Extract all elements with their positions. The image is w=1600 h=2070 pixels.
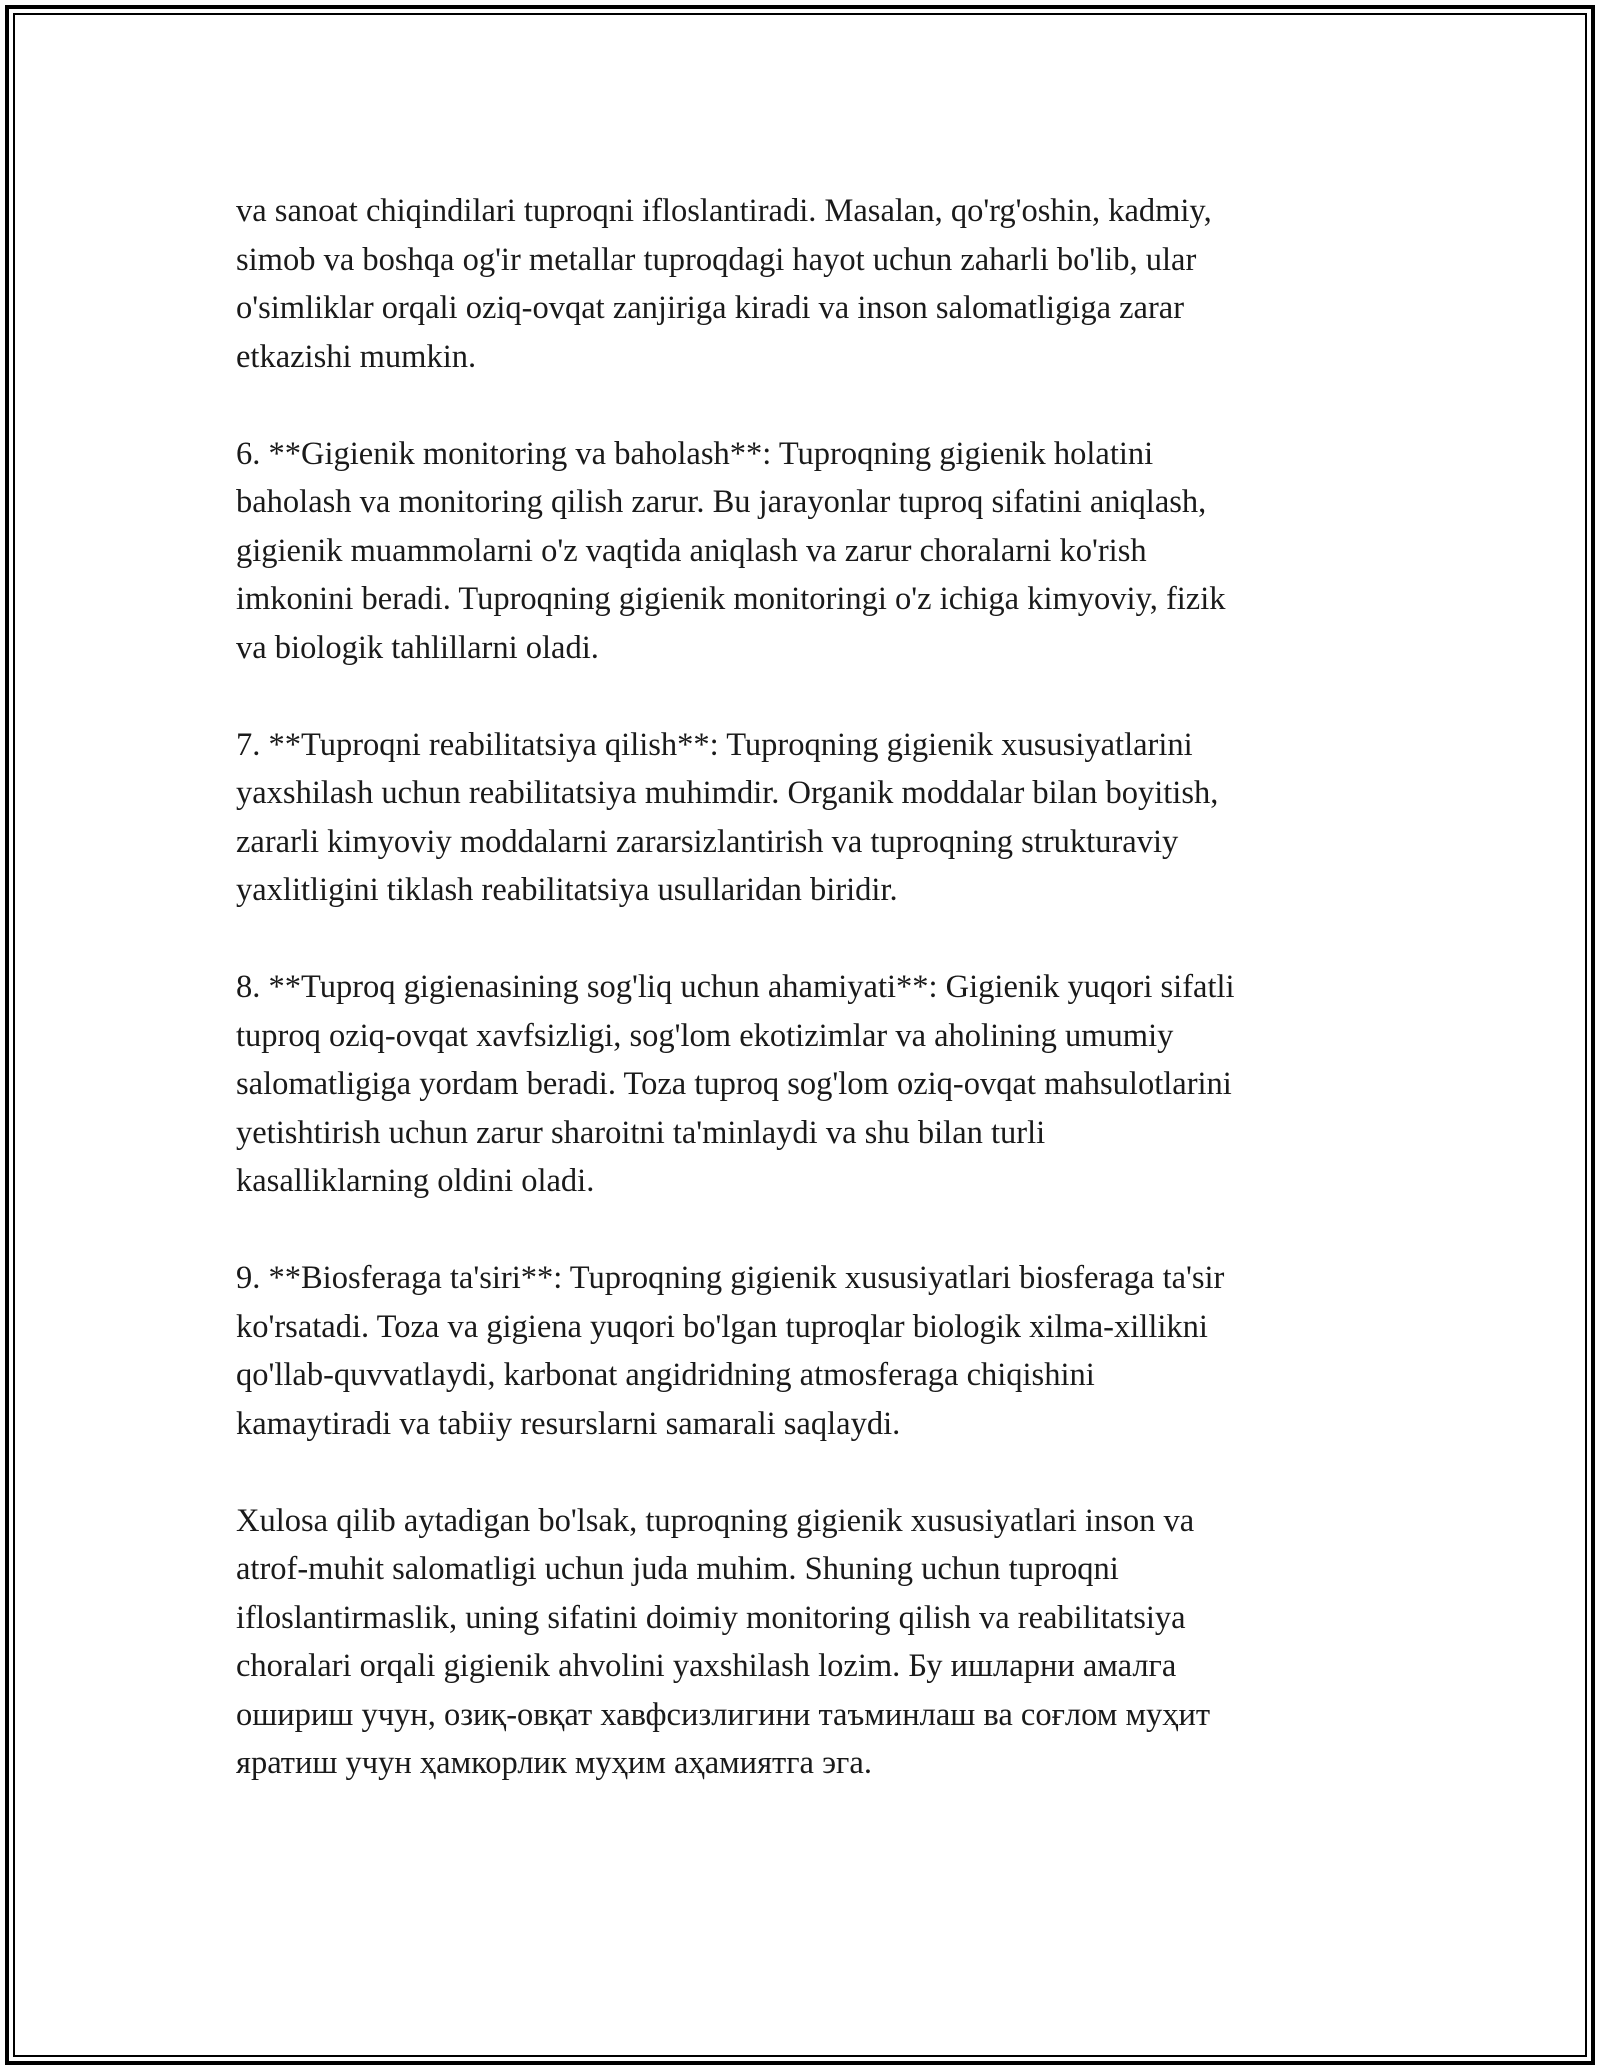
- document-body: [236, 187, 1376, 1788]
- paragraph-conclusion: Xulosa qilib aytadigan bo'lsak, tuproqning gigienik xususiyatlari inson va atrof-muhit salomatligi uchun juda muhim. Shuning uchun tuproqni ifloslantirmaslik, uning sifatini doimiy monitoring qilish va reabilitatsiya choralari orqali gigienik ahvolini yaxshilash lozim. Бу ишларни амалга ошириш учун, озиқ-овқат хавфсизлигини таъминлаш ва соғлом муҳит яратиш учун ҳамкорлик муҳим аҳамиятга эга.: [236, 1502, 1211, 1781]
- paragraph-soil-rehabilitation: 7. **Tuproqni reabilitatsiya qilish**: Tuproqning gigienik xususiyatlarini yaxshilash uchun reabilitatsiya muhimdir. Organik moddalar bilan boyitish, zararli kimyoviy moddalarni zararsizlantirish va tuproqning strukturaviy yaxlitligini tiklash reabilitatsiya usullaridan biridir.: [236, 726, 1219, 908]
- paragraph-hygienic-monitoring: 6. **Gigienik monitoring va baholash**: Tuproqning gigienik holatini baholash va monitoring qilish zarur. Bu jarayonlar tuproq sifatini aniqlash, gigienik muammolarni o'z vaqtida aniqlash va zarur choralarni ko'rish imkonini beradi. Tuproqning gigienik monitoringi o'z ichiga kimyoviy, fizik va biologik tahlillarni oladi.: [236, 435, 1226, 666]
- paragraph-health-importance: 8. **Tuproq gigienasining sog'liq uchun ahamiyati**: Gigienik yuqori sifatli tuproq oziq-ovqat xavfsizligi, sog'lom ekotizimlar va aholining umumiy salomatligiga yordam beradi. Toza tuproq sog'lom oziq-ovqat mahsulotlarini yetishtirish uchun zarur sharoitni ta'minlaydi va shu bilan turli kasalliklarning oldini oladi.: [236, 969, 1235, 1199]
- paragraph-heavy-metals: va sanoat chiqindilari tuproqni ifloslantiradi. Masalan, qo'rg'oshin, kadmiy, simob va boshqa og'ir metallar tuproqdagi hayot uchun zaharli bo'lib, ular o'simliklar orqali oziq-ovqat zanjiriga kiradi va inson salomatligiga zarar etkazishi mumkin.: [236, 193, 1212, 375]
- paragraph-biosphere-impact: 9. **Biosferaga ta'siri**: Tuproqning gigienik xususiyatlari biosferaga ta'sir ko'rsatadi. Toza va gigiena yuqori bo'lgan tuproqlar biologik xilma-xillikni qo'llab-quvvatlaydi, karbonat angidridning atmosferaga chiqishini kamaytiradi va tabiiy resurslarni samarali saqlaydi.: [236, 1260, 1225, 1442]
